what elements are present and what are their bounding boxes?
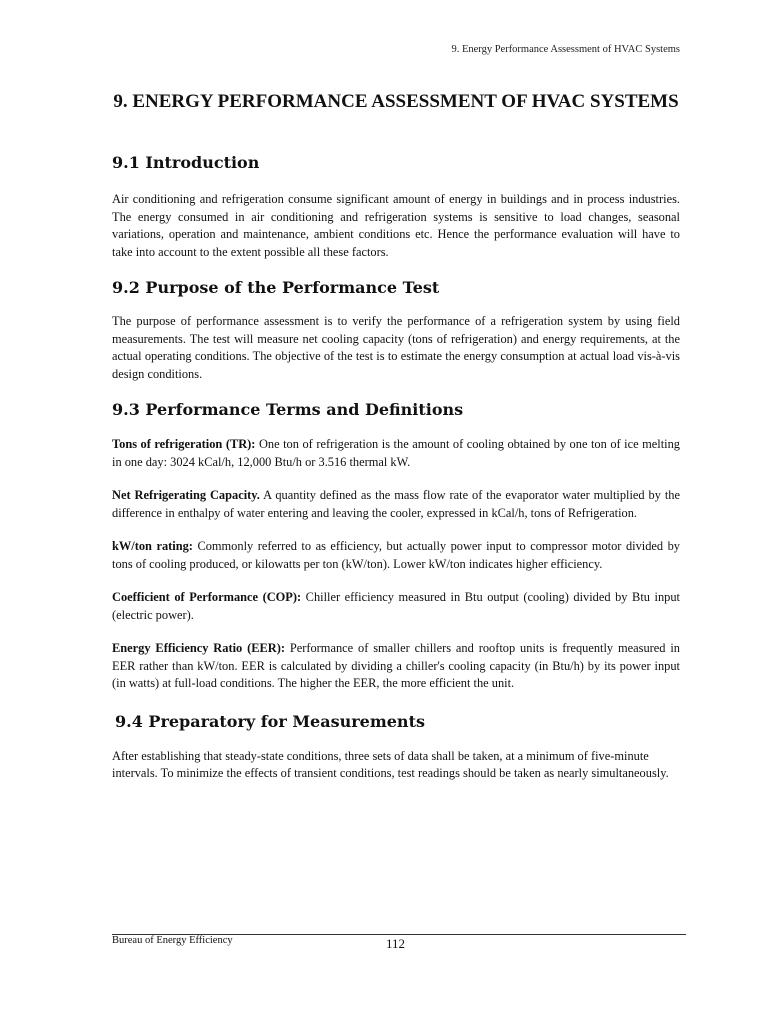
definition-eer <box>112 640 680 693</box>
chapter-title: 9. ENERGY PERFORMANCE ASSESSMENT OF HVAC SYSTEMS <box>113 91 679 112</box>
page-number: 112 <box>386 936 406 951</box>
definition-net-refrigerating-capacity <box>112 487 680 522</box>
definition-tons-of-refrigeration <box>112 436 680 471</box>
definition-text: Commonly referred to as efficiency, but actually power input to compressor motor divided by tons of cooling produced, or kilowatts per ton (kW/ton). Lower kW/ton indicates higher efficiency. <box>112 539 681 571</box>
definition-term: Tons of refrigeration (TR): <box>112 437 256 451</box>
section-paragraph-preparatory: After establishing that steady-state conditions, three sets of data shall be taken, at a minimum of five-minute intervals. To minimize the effects of transient conditions, test readings should be taken as nearly simultaneously. <box>112 748 669 780</box>
footer-publisher: Bureau of Energy Efficiency <box>112 935 233 946</box>
section-heading-definitions: 9.3 Performance Terms and Definitions <box>112 400 464 419</box>
definition-kw-ton-rating <box>112 538 680 573</box>
section-heading-preparatory: 9.4 Preparatory for Measurements <box>115 711 425 731</box>
definition-text: Performance of smaller chillers and rooftop units is frequently measured in EER rather than kW/ton. EER is calculated by dividing a chiller's cooling capacity (in Btu/h) by its power input (in watts) at full-load conditions. The higher the EER, the more efficient the unit. <box>112 641 680 690</box>
running-header: 9. Energy Performance Assessment of HVAC Systems <box>451 44 680 55</box>
section-heading-introduction: 9.1 Introduction <box>112 153 260 172</box>
definition-cop <box>112 589 680 624</box>
definition-text: A quantity defined as the mass flow rate of the evaporator water multiplied by the difference in enthalpy of water entering and leaving the cooler, expressed in kCal/h, tons of Refrigeration. <box>112 488 680 520</box>
definition-term: Energy Efficiency Ratio (EER): <box>112 641 285 655</box>
definition-term: kW/ton rating: <box>112 539 193 553</box>
section-heading-purpose: 9.2 Purpose of the Performance Test <box>112 278 440 297</box>
definition-term: Net Refrigerating Capacity. <box>112 488 260 502</box>
definition-term: Coefficient of Performance (COP): <box>112 590 302 604</box>
page-body <box>112 150 680 783</box>
definition-text: Chiller efficiency measured in Btu output (cooling) divided by Btu input (electric power). <box>112 590 680 622</box>
definition-text: One ton of refrigeration is the amount of cooling obtained by one ton of ice melting in one day: 3024 kCal/h, 12,000 Btu/h or 3.516 thermal kW. <box>112 437 680 469</box>
section-paragraph-purpose: The purpose of performance assessment is to verify the performance of a refrigeration system by using field measurements. The test will measure net cooling capacity (tons of refrigeration) and energy requirements, at the actual operating conditions. The objective of the test is to estimate the energy consumption at actual load vis-à-vis design conditions. <box>112 314 680 381</box>
section-paragraph-introduction: Air conditioning and refrigeration consume significant amount of energy in buildings and in process industries. The energy consumed in air conditioning and refrigeration systems is sensitive to load changes, seasonal variations, operation and maintenance, ambient conditions etc. Hence the performance evaluation will have to take into account to the extent possible all these factors. <box>112 192 680 259</box>
